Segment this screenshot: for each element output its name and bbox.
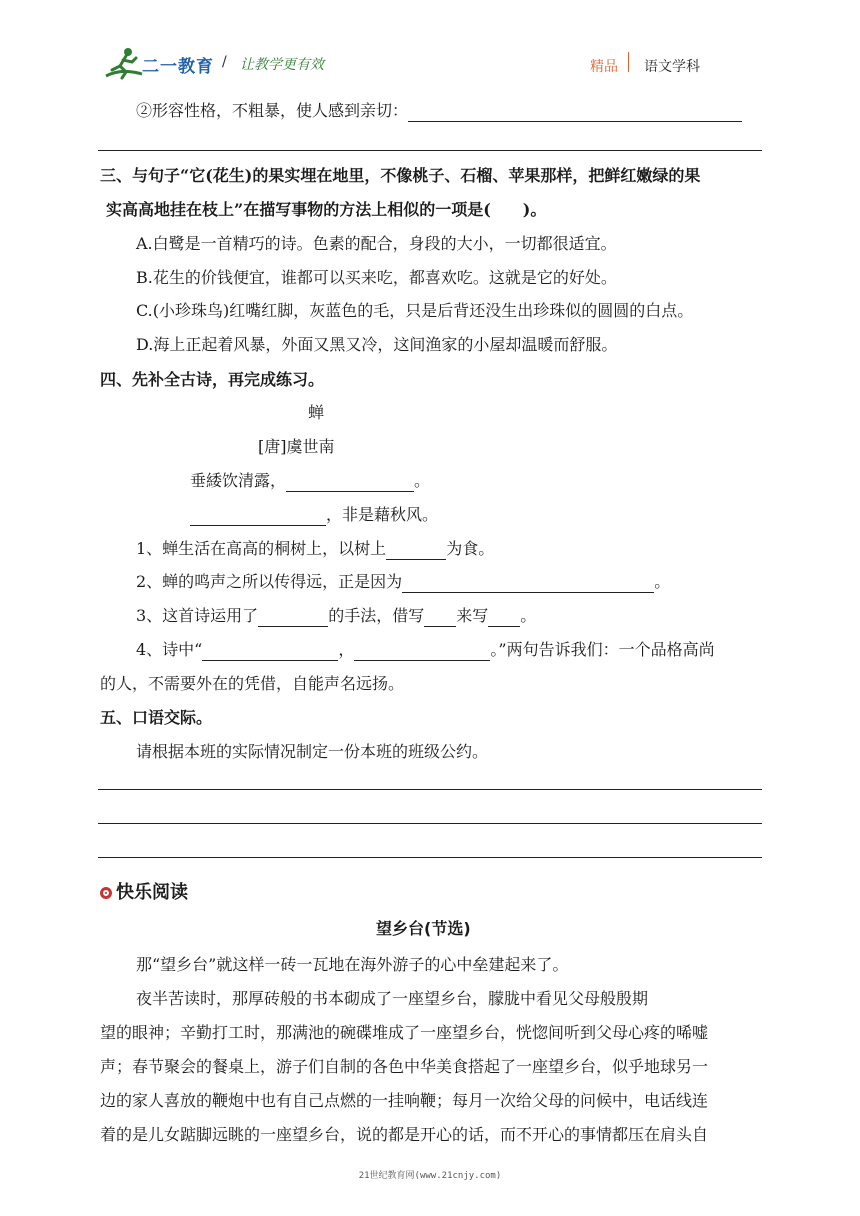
question-2 [136,571,670,593]
section-divider [98,150,762,151]
option-a: A.白鹭是一首精巧的诗。色素的配合，身段的大小，一切都很适宜。 [136,234,617,253]
poem-blank-1[interactable] [286,473,414,492]
q2-item-text: ②形容性格，不粗暴，使人感到亲切： [136,101,409,120]
question-4 [136,639,715,661]
reading-line-2: 夜半苦读时，那厚砖般的书本砌成了一座望乡台，朦胧中看见父母般殷期 [136,989,649,1008]
q4-text-c: 。”两句告诉我们：一个品格高尚 [490,640,715,659]
reading-heading-text: 快乐阅读 [116,882,188,903]
reading-title: 望乡台(节选) [376,919,471,938]
reading-line-3: 望的眼神；辛勤打工时，那满池的碗碟堆成了一座望乡台，恍惚间听到父母心疼的唏嘘 [100,1023,709,1042]
q4-blank-1[interactable] [202,642,338,661]
q3-text-a: 3、这首诗运用了 [136,606,259,625]
answer-line-1[interactable] [98,789,762,790]
poem-line1-text: 垂緌饮清露， [190,471,287,490]
question-4-line2: 的人，不需要外在的凭借，自能声名远扬。 [100,674,405,693]
q4-blank-2[interactable] [354,642,490,661]
poem-line1 [190,470,430,492]
poem-title: 蝉 [308,403,325,422]
poem-line2 [190,504,438,526]
answer-blank[interactable] [408,103,742,122]
q3-text-d: 。 [520,606,537,625]
option-c: C.(小珍珠鸟)红嘴红脚，灰蓝色的毛，只是后背还没生出珍珠似的圆圆的白点。 [136,301,694,320]
q3-text-c: 来写 [456,606,489,625]
section3-title-line1: 三、与句子“它(花生)的果实埋在地里，不像桃子、石榴、苹果那样，把鲜红嫩绿的果 [100,166,701,185]
poem-line1-end: 。 [414,471,431,490]
q1-blank[interactable] [386,541,446,560]
poem-blank-2[interactable] [190,507,326,526]
brand-name: 二一教育 [142,57,214,77]
brand-slogan: 让教学更有效 [240,57,324,73]
section5-title: 五、口语交际。 [100,708,213,727]
q1-text-a: 1、蝉生活在高高的桐树上，以树上 [136,539,387,558]
reading-line-1: 那“望乡台”就这样一砖一瓦地在海外游子的心中垒建起来了。 [136,955,569,974]
q3-text-b: 的手法，借写 [328,606,425,625]
q2-item [136,100,742,122]
reading-heading [100,878,188,904]
reading-line-5: 边的家人喜放的鞭炮中也有自己点燃的一挂响鞭；每月一次给父母的问候中，电话线连 [100,1091,709,1110]
q2-text-b: 。 [654,572,671,591]
ring-bullet-icon [100,887,112,899]
q4-text-a: 4、诗中“ [136,640,203,659]
q1-text-b: 为食。 [446,539,495,558]
q3-blank-3[interactable] [488,608,520,627]
logo-runner-icon [104,46,144,80]
answer-line-2[interactable] [98,823,762,824]
q2-text-a: 2、蝉的鸣声之所以传得远，正是因为 [136,572,403,591]
section5-prompt: 请根据本班的实际情况制定一份本班的班级公约。 [136,742,489,761]
quality-label: 精品 [590,59,618,75]
answer-line-3[interactable] [98,857,762,858]
subject-label: 语文学科 [644,59,700,75]
q2-blank[interactable] [402,574,654,593]
poem-line2-end: ，非是藉秋风。 [326,505,439,524]
question-3 [136,605,536,627]
page-footer: 21世纪教育网(www.21cnjy.com) [358,1171,502,1181]
header-slash: / [222,54,227,70]
reading-line-6: 着的是儿女踮脚远眺的一座望乡台，说的都是开心的话，而不开心的事情都压在肩头自 [100,1125,709,1144]
poem-author: [唐]虞世南 [258,437,335,456]
q4-text-b: ， [338,640,355,659]
reading-line-4: 声；春节聚会的餐桌上，游子们自制的各色中华美食搭起了一座望乡台，似乎地球另一 [100,1057,709,1076]
question-1 [136,538,494,560]
q3-blank-1[interactable] [258,608,328,627]
option-d: D.海上正起着风暴，外面又黑又冷，这间渔家的小屋却温暖而舒服。 [136,335,618,354]
option-b: B.花生的价钱便宜，谁都可以买来吃，都喜欢吃。这就是它的好处。 [136,268,617,287]
header-separator [628,52,629,72]
section4-title: 四、先补全古诗，再完成练习。 [100,370,325,389]
section3-title-line2: 实高高地挂在枝上”在描写事物的方法上相似的一项是( )。 [106,200,547,219]
q3-blank-2[interactable] [424,608,456,627]
